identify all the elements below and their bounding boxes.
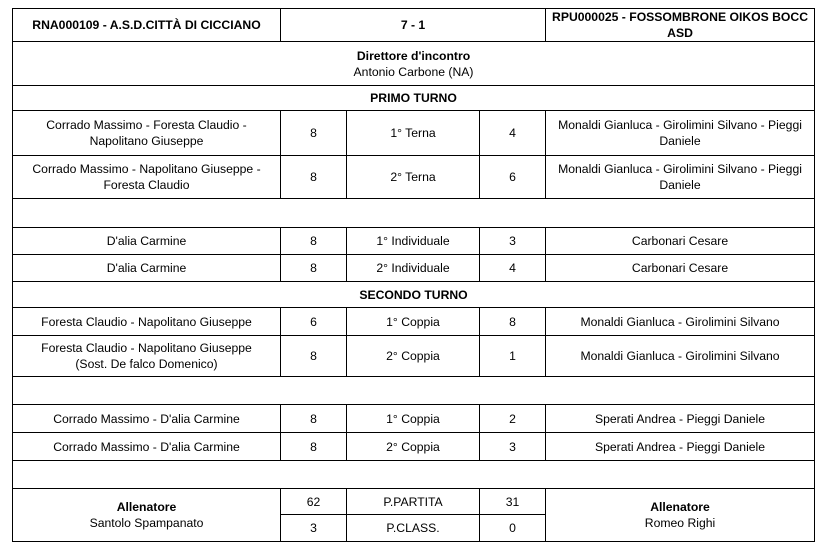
event-label: 1° Terna bbox=[347, 111, 480, 156]
home-coach-label: Allenatore bbox=[116, 500, 177, 514]
event-label: 2° Terna bbox=[347, 156, 480, 199]
away-score: 8 bbox=[480, 308, 546, 336]
spacer-row bbox=[13, 461, 815, 489]
home-score: 8 bbox=[281, 156, 347, 199]
home-players: D'alia Carmine bbox=[13, 255, 281, 282]
table-row bbox=[13, 308, 815, 336]
section-header bbox=[13, 282, 815, 308]
away-score: 2 bbox=[480, 405, 546, 433]
home-score: 8 bbox=[281, 111, 347, 156]
home-score: 8 bbox=[281, 255, 347, 282]
class-points-label: P.CLASS. bbox=[347, 515, 480, 542]
referee-name: Antonio Carbone (NA) bbox=[353, 64, 474, 79]
away-players: Monaldi Gianluca - Girolimini Silvano - Pieggi Daniele bbox=[546, 111, 815, 156]
away-players: Monaldi Gianluca - Girolimini Silvano bbox=[546, 308, 815, 336]
home-players: Corrado Massimo - Foresta Claudio - Napolitano Giuseppe bbox=[13, 111, 281, 156]
match-points-label: P.PARTITA bbox=[347, 489, 480, 515]
event-label: 2° Coppia bbox=[347, 336, 480, 377]
away-score: 3 bbox=[480, 433, 546, 461]
final-score: 7 - 1 bbox=[281, 9, 546, 42]
away-players: Sperati Andrea - Pieggi Daniele bbox=[546, 405, 815, 433]
match-report-table bbox=[12, 8, 815, 542]
away-team: RPU000025 - FOSSOMBRONE OIKOS BOCC ASD bbox=[546, 9, 815, 42]
home-score: 6 bbox=[281, 308, 347, 336]
referee-row bbox=[13, 42, 815, 86]
away-players: Monaldi Gianluca - Girolimini Silvano - Pieggi Daniele bbox=[546, 156, 815, 199]
table-row bbox=[13, 111, 815, 156]
away-coach-name: Romeo Righi bbox=[644, 516, 716, 530]
away-score: 6 bbox=[480, 156, 546, 199]
home-players: D'alia Carmine bbox=[13, 228, 281, 255]
table-row bbox=[13, 228, 815, 255]
home-score: 8 bbox=[281, 433, 347, 461]
event-label: 1° Coppia bbox=[347, 308, 480, 336]
away-coach-label: Allenatore bbox=[650, 500, 710, 514]
substitution-note: (Sost. De falco Domenico) bbox=[75, 357, 218, 371]
event-label: 2° Coppia bbox=[347, 433, 480, 461]
event-label: 2° Individuale bbox=[347, 255, 480, 282]
home-score: 8 bbox=[281, 336, 347, 377]
section-header bbox=[13, 86, 815, 111]
away-players: Monaldi Gianluca - Girolimini Silvano bbox=[546, 336, 815, 377]
away-score: 1 bbox=[480, 336, 546, 377]
away-players: Carbonari Cesare bbox=[546, 228, 815, 255]
away-score: 3 bbox=[480, 228, 546, 255]
table-row bbox=[13, 255, 815, 282]
away-class-points: 0 bbox=[480, 515, 546, 542]
spacer-row bbox=[13, 377, 815, 405]
primo-turno-title: PRIMO TURNO bbox=[13, 86, 815, 111]
home-team: RNA000109 - A.S.D.CITTÀ DI CICCIANO bbox=[13, 9, 281, 42]
secondo-turno-title: SECONDO TURNO bbox=[13, 282, 815, 308]
spacer-row bbox=[13, 199, 815, 228]
away-score: 4 bbox=[480, 255, 546, 282]
table-row bbox=[13, 433, 815, 461]
table-row bbox=[13, 336, 815, 377]
away-match-points: 31 bbox=[480, 489, 546, 515]
home-players: Corrado Massimo - D'alia Carmine bbox=[13, 433, 281, 461]
away-players: Sperati Andrea - Pieggi Daniele bbox=[546, 433, 815, 461]
home-score: 8 bbox=[281, 405, 347, 433]
home-match-points: 62 bbox=[281, 489, 347, 515]
home-coach-cell bbox=[13, 489, 281, 542]
home-players: Foresta Claudio - Napolitano Giuseppe bbox=[13, 308, 281, 336]
home-players: Foresta Claudio - Napolitano Giuseppe bbox=[41, 341, 252, 355]
home-players: Corrado Massimo - D'alia Carmine bbox=[13, 405, 281, 433]
table-row bbox=[13, 405, 815, 433]
home-score: 8 bbox=[281, 228, 347, 255]
event-label: 1° Coppia bbox=[347, 405, 480, 433]
away-score: 4 bbox=[480, 111, 546, 156]
home-players: Corrado Massimo - Napolitano Giuseppe - Foresta Claudio bbox=[13, 156, 281, 199]
home-coach-name: Santolo Spampanato bbox=[89, 516, 204, 530]
event-label: 1° Individuale bbox=[347, 228, 480, 255]
footer-row bbox=[13, 489, 815, 515]
home-class-points: 3 bbox=[281, 515, 347, 542]
away-coach-cell bbox=[546, 489, 815, 542]
away-players: Carbonari Cesare bbox=[546, 255, 815, 282]
referee-label: Direttore d'incontro bbox=[356, 48, 471, 63]
header-row bbox=[13, 9, 815, 42]
table-row bbox=[13, 156, 815, 199]
